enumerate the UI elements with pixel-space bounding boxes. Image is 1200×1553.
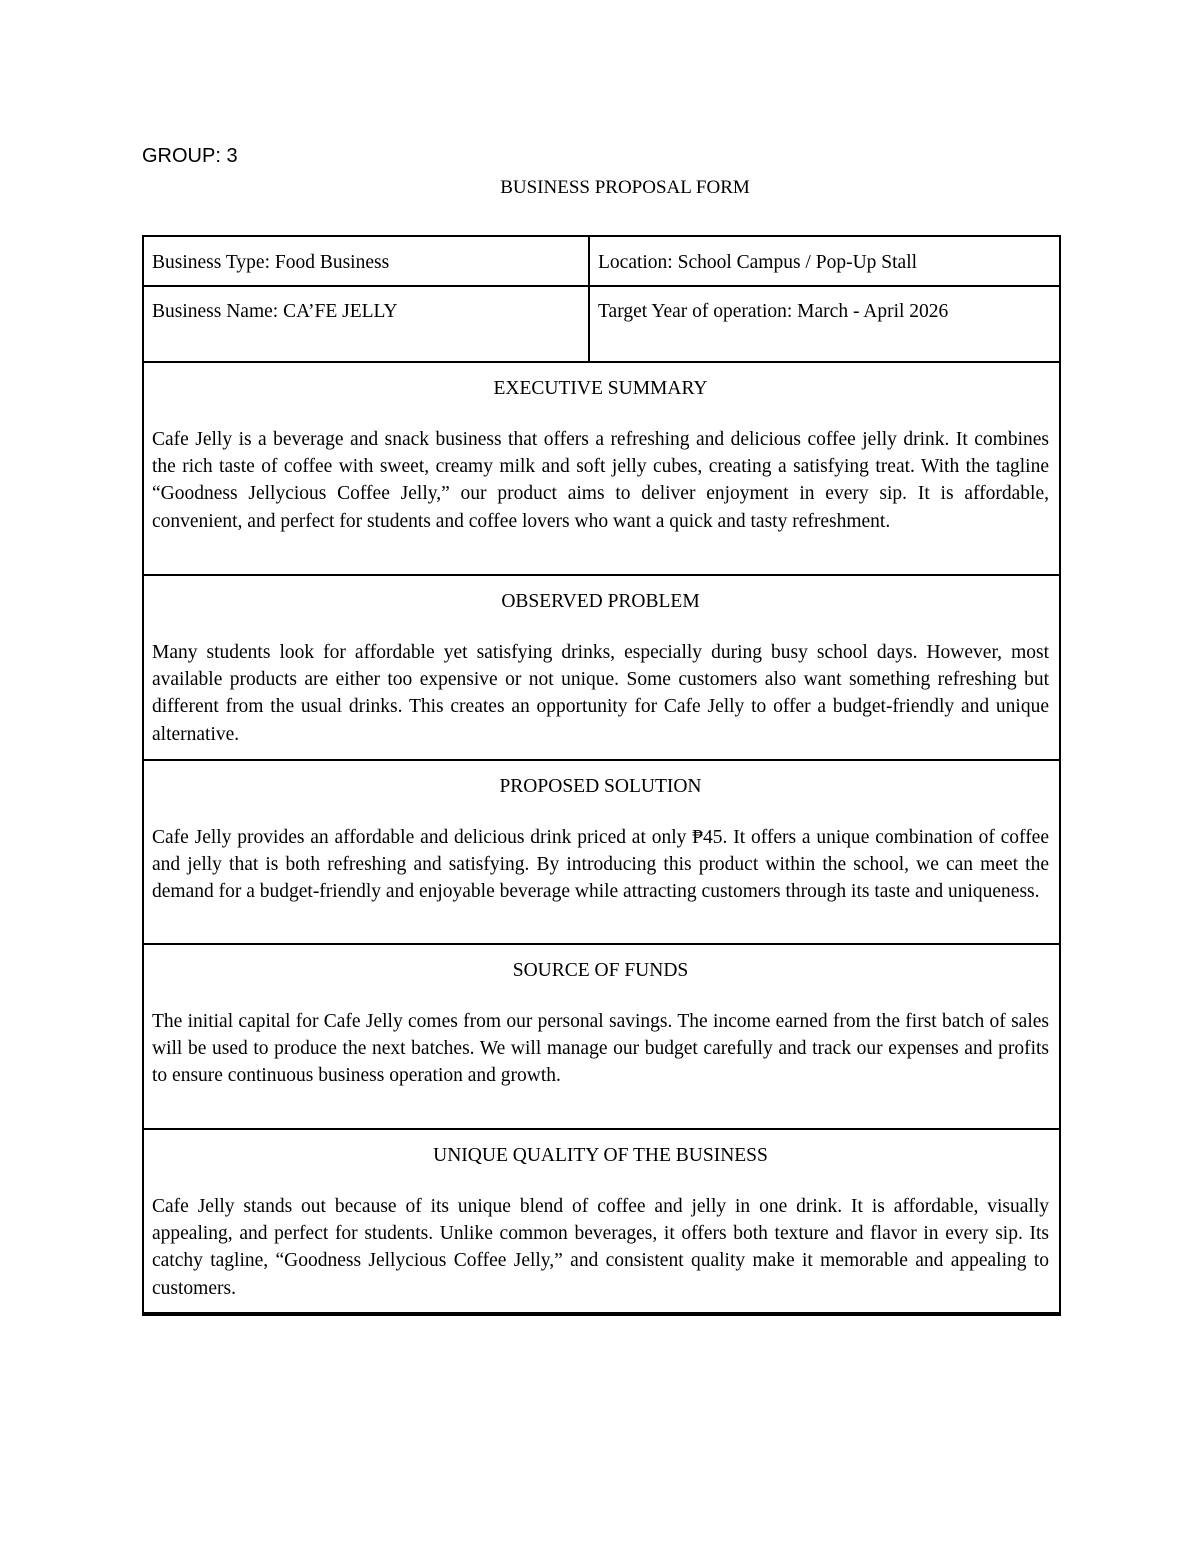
section-heading: PROPOSED SOLUTION [499, 776, 702, 797]
business-name-cell: Business Name: CA’FE JELLY [144, 287, 590, 361]
source-of-funds-section [144, 945, 1059, 1130]
group-label: GROUP: 3 [142, 145, 238, 167]
section-heading: UNIQUE QUALITY OF THE BUSINESS [433, 1145, 768, 1166]
info-row-2 [144, 287, 1059, 363]
section-body: Many students look for affordable yet satisfying drinks, especially during busy school days. However, most available products are either too expensive or not unique. Some customers also want something refreshing but different from the usual drinks. This creates an opportunity for Cafe Jelly to offer a budget-friendly and unique alternative. [152, 642, 1049, 745]
section-heading: EXECUTIVE SUMMARY [493, 378, 708, 399]
section-body: Cafe Jelly stands out because of its unique blend of coffee and jelly in one drink. It is affordable, visually appealing, and perfect for students. Unlike common beverages, it offers both texture and flavor in every sip. Its catchy tagline, “Goodness Jellycious Coffee Jelly,” and consistent quality make it memorable and appealing to customers. [152, 1196, 1049, 1299]
section-heading: SOURCE OF FUNDS [512, 960, 689, 981]
unique-quality-section [144, 1130, 1059, 1314]
section-body: The initial capital for Cafe Jelly comes from our personal savings. The income earned from the first batch of sales will be used to produce the next batches. We will manage our budget carefully and track our expenses and profits to ensure continuous business operation and growth. [152, 1011, 1049, 1087]
form-title: BUSINESS PROPOSAL FORM [500, 177, 750, 198]
proposal-form-table [142, 235, 1061, 1316]
info-row-1 [144, 237, 1059, 287]
proposed-solution-section [144, 761, 1059, 945]
location-cell: Location: School Campus / Pop-Up Stall [598, 252, 918, 273]
section-body: Cafe Jelly is a beverage and snack business that offers a refreshing and delicious coffee jelly drink. It combines the rich taste of coffee with sweet, creamy milk and soft jelly cubes, creating a satisfying treat. With the tagline “Goodness Jellycious Coffee Jelly,” our product aims to deliver enjoyment in every sip. It is affordable, convenient, and perfect for students and coffee lovers who want a quick and tasty refreshment. [152, 429, 1049, 532]
section-body: Cafe Jelly provides an affordable and delicious drink priced at only ₱45. It offers a unique combination of coffee and jelly that is both refreshing and satisfying. By introducing this product within the school, we can meet the demand for a budget-friendly and enjoyable beverage while attracting customers through its taste and uniqueness. [152, 827, 1049, 903]
observed-problem-section [144, 576, 1059, 761]
target-year-cell: Target Year of operation: March - April 2026 [598, 301, 949, 322]
section-heading: OBSERVED PROBLEM [501, 591, 700, 612]
executive-summary-section [144, 363, 1059, 576]
business-type-cell: Business Type: Food Business [144, 237, 590, 285]
